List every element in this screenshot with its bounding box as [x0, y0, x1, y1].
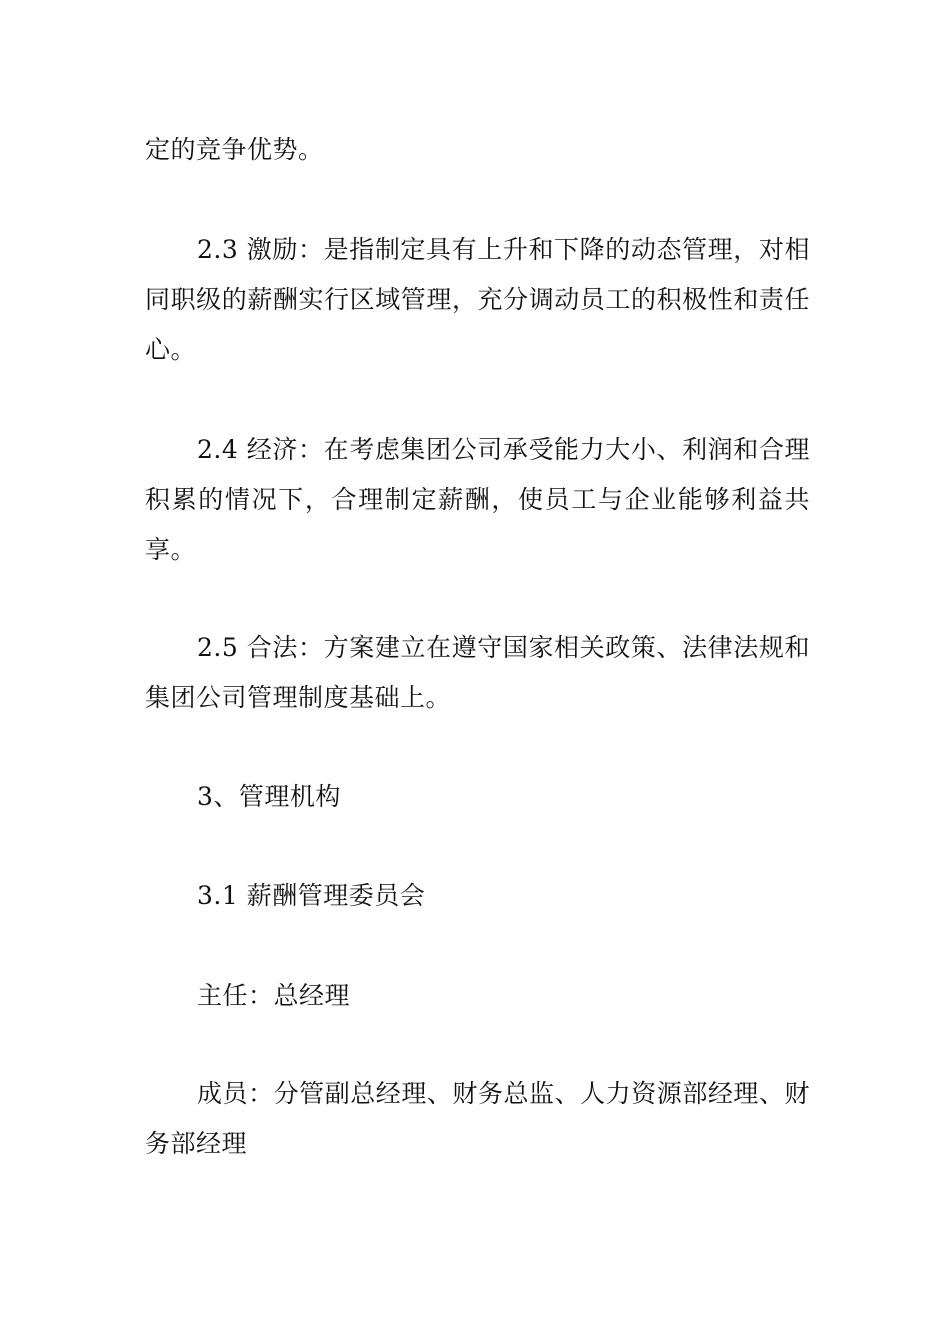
paragraph-continuation: 定的竞争优势。: [145, 135, 324, 164]
paragraph-incentive: 2.3 激励：是指制定具有上升和下降的动态管理，对相同职级的薪酬实行区域管理，充分调动员工的积极性和责任心。: [145, 235, 810, 364]
paragraph-members: 成员：分管副总经理、财务总监、人力资源部经理、财务部经理: [145, 1079, 810, 1158]
paragraph-director: 主任：总经理: [197, 981, 351, 1010]
paragraph-economy: 2.4 经济：在考虑集团公司承受能力大小、利润和合理积累的情况下，合理制定薪酬，使员工与企业能够利益共享。: [145, 435, 810, 564]
paragraph-legality: 2.5 合法：方案建立在遵守国家相关政策、法律法规和集团公司管理制度基础上。: [145, 633, 810, 712]
section-heading-management: 3、管理机构: [197, 782, 341, 811]
subsection-heading-committee: 3.1 薪酬管理委员会: [197, 881, 426, 910]
